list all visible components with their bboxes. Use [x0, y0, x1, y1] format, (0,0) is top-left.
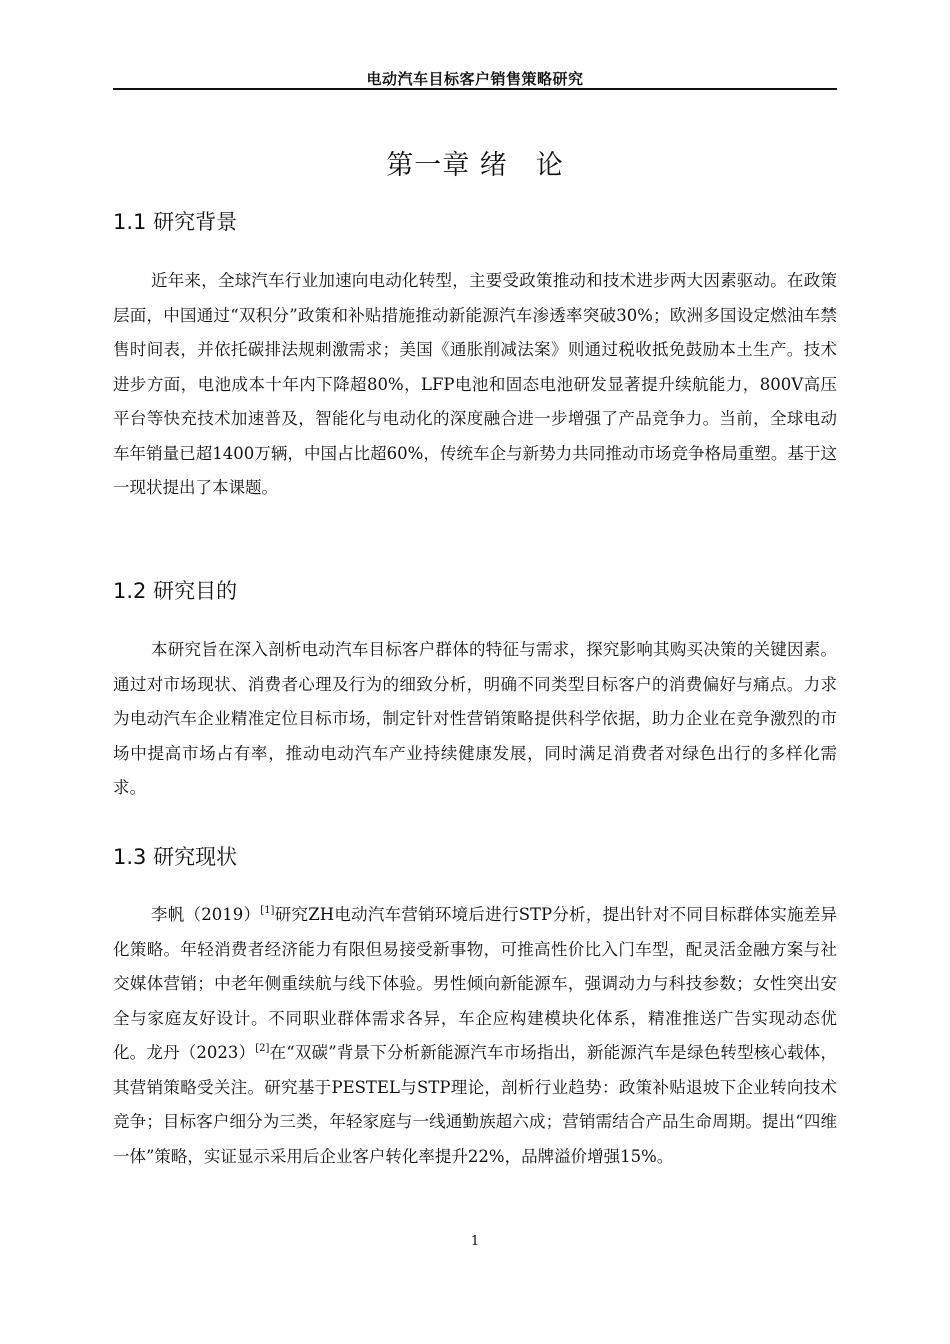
page-number: 1	[470, 1234, 480, 1249]
paragraph-background: 近年来，全球汽车行业加速向电动化转型，主要受政策推动和技术进步两大因素驱动。在政策层面，中国通过“双积分”政策和补贴措施推动新能源汽车渗透率突破30%；欧洲多国设定燃油车禁售时间表，并依托碳排法规刺激需求；美国《通胀削减法案》则通过税收抵免鼓励本土生产。技术进步方面，电池成本十年内下降超80%，LFP电池和固态电池研发显著提升续航能力，800V高压平台等快充技术加速普及，智能化与电动化的深度融合进一步增强了产品竞争力。当前，全球电动车年销量已超1400万辆，中国占比超60%，传统车企与新势力共同推动市场竞争格局重塑。基于这一现状提出了本课题。	[113, 271, 837, 497]
status-text-part2: 研究ZH电动汽车营销环境后进行STP分析，提出针对不同目标群体实施差异化策略。年轻消费者经济能力有限但易接受新事物，可推高性价比入门车型，配灵活金融方案与社交媒体营销；中老年侧重续航与线下体验。男性倾向新能源车，强调动力与科技参数；女性突出安全与家庭友好设计。不同职业群体需求各异，车企应构建模块化体系，精准推送广告实现动态优化。龙丹（2023）	[113, 905, 838, 1062]
section-heading-background: 1.1 研究背景	[113, 210, 238, 234]
header-divider	[113, 88, 837, 90]
status-text-part3: 在“双碳”背景下分析新能源汽车市场指出，新能源汽车是绿色转型核心载体，其营销策略受关注。研究基于PESTEL与STP理论，剖析行业趋势：政策补贴退坡下企业转向技术竞争；目标客户细分为三类，年轻家庭与一线通勤族超六成；营销需结合产品生命周期。提出“四维一体”策略，实证显示采用后企业客户转化率提升22%，品牌溢价增强15%。	[113, 1043, 837, 1166]
section-heading-purpose: 1.2 研究目的	[113, 579, 238, 603]
paragraph-purpose: 本研究旨在深入剖析电动汽车目标客户群体的特征与需求，探究影响其购买决策的关键因素。通过对市场现状、消费者心理及行为的细致分析，明确不同类型目标客户的消费偏好与痛点。力求为电动汽车企业精准定位目标市场，制定针对性营销策略提供科学依据，助力企业在竞争激烈的市场中提高市场占有率，推动电动汽车产业持续健康发展，同时满足消费者对绿色出行的多样化需求。	[113, 640, 837, 797]
running-header: 电动汽车目标客户销售策略研究	[366, 70, 584, 88]
status-text-part1: 李帆（2019）	[151, 905, 261, 924]
section-heading-status: 1.3 研究现状	[113, 845, 238, 869]
citation-1: [1]	[260, 905, 275, 916]
paragraph-status	[113, 898, 837, 1174]
citation-2: [2]	[255, 1043, 270, 1054]
chapter-title: 第一章 绪 论	[386, 150, 564, 181]
